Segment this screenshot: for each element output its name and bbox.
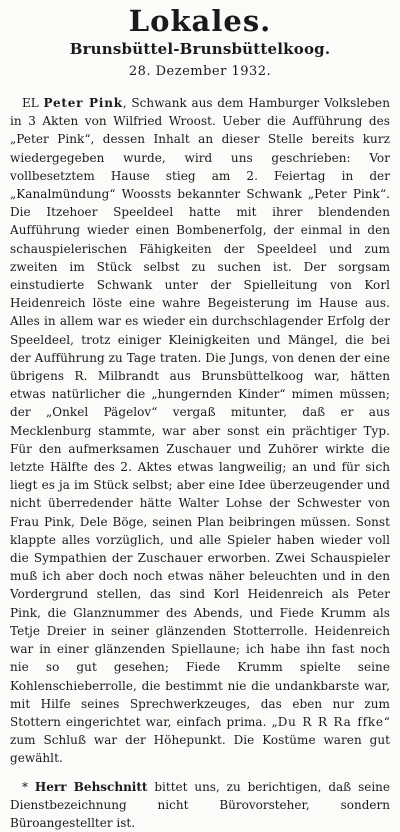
- correction-notice: [10, 778, 390, 832]
- article-quote: Du R R Ra ffke: [277, 714, 384, 729]
- article-body: , Schwank aus dem Hamburger Volksleben in 3 Akten von Wilfried Wroost. Ueber die Aufführung des „Peter Pink“, dessen Inhalt an dieser Stelle bereits kurz wiedergegeben wurde, wird uns geschrieben: Vor vollbesetztem Hause stieg am 2. Feiertag in der „Kanalmündung“ Woossts bekannter Schwank „Peter Pink“. Die Itzehoer Speeldeel hatte mit ihrer blendenden Aufführung wieder einen Bombenerfolg, der einmal in den schauspielerischen Fähigkeiten der Speeldeel und zum zweiten im Stück selbst zu suchen ist. Der sorgsam einstudierte Schwank unter der Spielleitung von Korl Heidenreich löste eine wahre Begeisterung im Hause aus. Alles in allem war es wieder ein durchschlagender Erfolg der Speeldeel, trotz einiger Kleinigkeiten und Mängel, die bei der Aufführung zu Tage traten. Die Jungs, von denen der eine übrigens R. Milbrandt aus Brunsbüttelkoog war, hätten etwas natürlicher die „hungernden Kinder“ mimen müssen; der „Onkel Pägelov“ vergaß mitunter, daß er aus Mecklenburg stammte, war aber sonst ein prächtiger Typ. Für den aufmerksamen Zuschauer und Zuhörer wirkte die letzte Hälfte des 2. Aktes etwas langweilig; an und für sich liegt es ja im Stück selbst; aber eine Idee überzeugender und nicht überredender hätte Walter Lohse der Schwester von Frau Pink, Dele Böge, seinen Plan beibringen müssen. Sonst klappte alles vorzüglich, und alle Spieler haben wieder voll die Sympathien der Zuschauer erworben. Zwei Schauspieler muß ich aber doch noch etwas näher beleuchten und in den Vordergrund stellen, das sind Korl Heidenreich als Peter Pink, die Glanznummer des Abends, und Fiede Krumm als Tetje Dreier in seiner glänzenden Stotterrolle. Heidenreich war in einer glänzenden Spiellaune; ich habe ihn fast noch nie so gut gesehen; Fiede Krumm spielte seine Kohlenschieberrolle, die bestimmt nie die undankbarste war, mit Hilfe seines Sprechwerkzeuges, das eben nur zum Stottern eingerichtet war, einfach prima. „: [10, 96, 390, 729]
- article-lead: EL: [22, 96, 44, 110]
- article-title: Peter Pink: [43, 96, 123, 110]
- article-tail: “ zum Schluß war der Höhepunkt. Die Kostüme waren gut gewählt.: [10, 714, 390, 766]
- issue-date: 28. Dezember 1932.: [128, 64, 272, 79]
- notice-text: bittet uns, zu berichtigen, daß seine Dienstbezeichnung nicht Bürovorsteher, sondern Büroangestellter ist.: [10, 779, 390, 830]
- article-peter-pink: [10, 94, 390, 768]
- section-heading: Lokales.: [128, 4, 272, 38]
- notice-marker: *: [22, 779, 35, 794]
- notice-name: Herr Behschnitt: [34, 779, 148, 794]
- section-subheading: Brunsbüttel-Brunsbüttelkoog.: [69, 40, 331, 58]
